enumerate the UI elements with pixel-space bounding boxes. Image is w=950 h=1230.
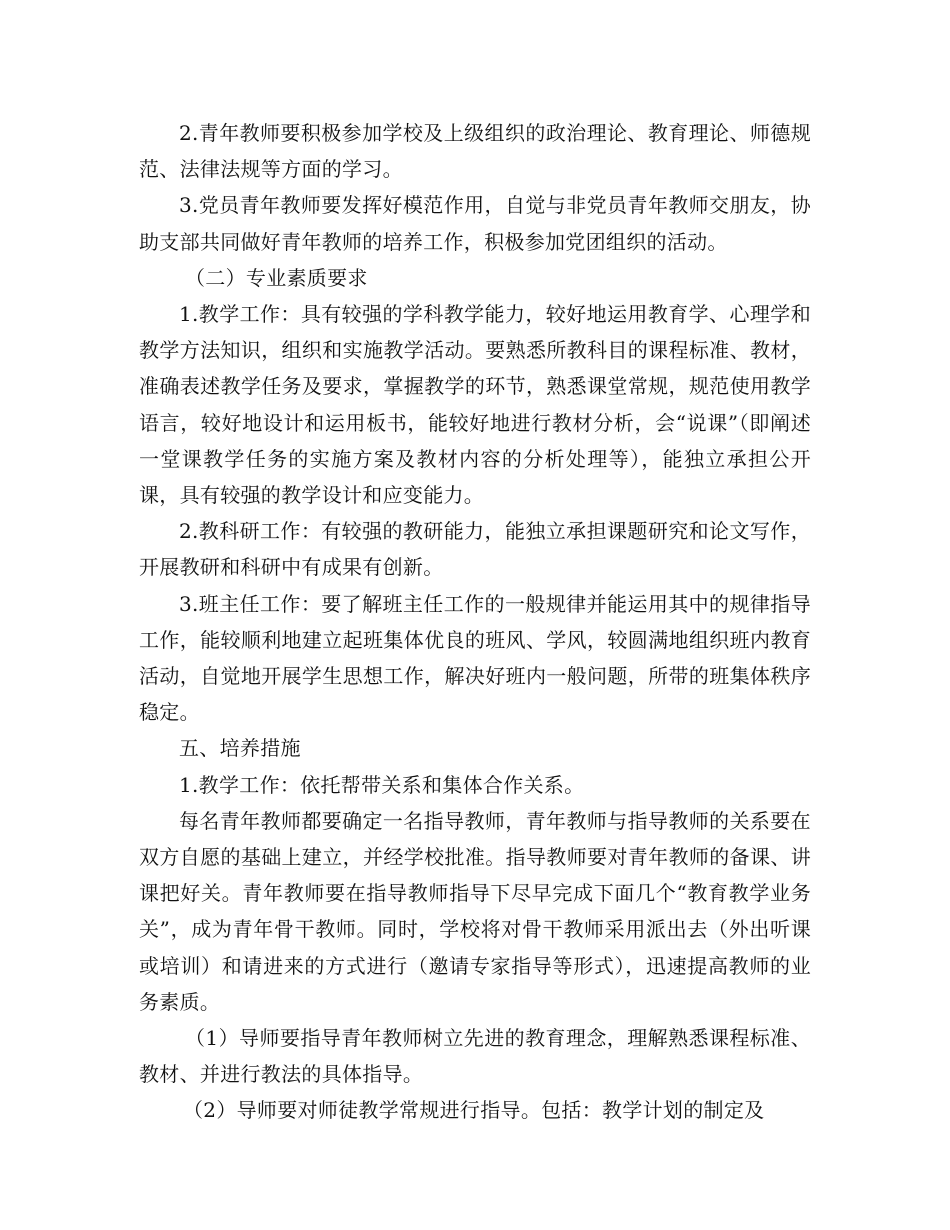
paragraph-class-teacher-work: 3.班主任工作：要了解班主任工作的一般规律并能运用其中的规律指导工作，能较顺利地建立起班集体优良的班风、学风，较圆满地组织班内教育活动，自觉地开展学生思想工作，解决好班内一般问题，所带的班集体秩序稳定。 <box>139 591 811 725</box>
paragraph-mentor-pairing: 每名青年教师都要确定一名指导教师，青年教师与指导教师的关系要在双方自愿的基础上建立，并经学校批准。指导教师要对青年教师的备课、讲课把好关。青年教师要在指导教师指导下尽早完成下面几个“教育教学业务关”，成为青年骨干教师。同时，学校将对骨干教师采用派出去（外出听课或培训）和请进来的方式进行（邀请专家指导等形式），迅速提高教师的业务素质。 <box>139 808 811 1014</box>
document-body <box>139 115 811 1129</box>
paragraph-research-work: 2.教科研工作：有较强的教研能力，能独立承担课题研究和论文写作，开展教研和科研中有成果有创新。 <box>139 519 811 580</box>
paragraph-teaching-work: 1.教学工作：具有较强的学科教学能力，较好地运用教育学、心理学和教学方法知识，组织和实施教学活动。要熟悉所教科目的课程标准、教材，准确表述教学任务及要求，掌握教学的环节，熟悉课堂常规，规范使用教学语言，较好地设计和运用板书，能较好地进行教材分析，会“说课”（即阐述一堂课教学任务的实施方案及教材内容的分析处理等），能独立承担公开课，具有较强的教学设计和应变能力。 <box>139 302 811 508</box>
list-item-mentor-guidance-2: （2）导师要对师徒教学常规进行指导。包括：教学计划的制定及 <box>183 1098 765 1123</box>
paragraph-teaching-support: 1.教学工作：依托帮带关系和集体合作关系。 <box>179 772 585 797</box>
section-heading-professional-quality: （二）专业素质要求 <box>185 265 368 290</box>
list-item-mentor-guidance-1: （1）导师要指导青年教师树立先进的教育理念，理解熟悉课程标准、教材、并进行教法的具体指导。 <box>139 1026 811 1087</box>
section-heading-training-measures: 五、培养措施 <box>179 736 301 761</box>
paragraph-political-study: 2.青年教师要积极参加学校及上级组织的政治理论、教育理论、师德规范、法律法规等方面的学习。 <box>139 121 811 182</box>
paragraph-party-member-role: 3.党员青年教师要发挥好模范作用，自觉与非党员青年教师交朋友，协助支部共同做好青年教师的培养工作，积极参加党团组织的活动。 <box>139 193 811 254</box>
